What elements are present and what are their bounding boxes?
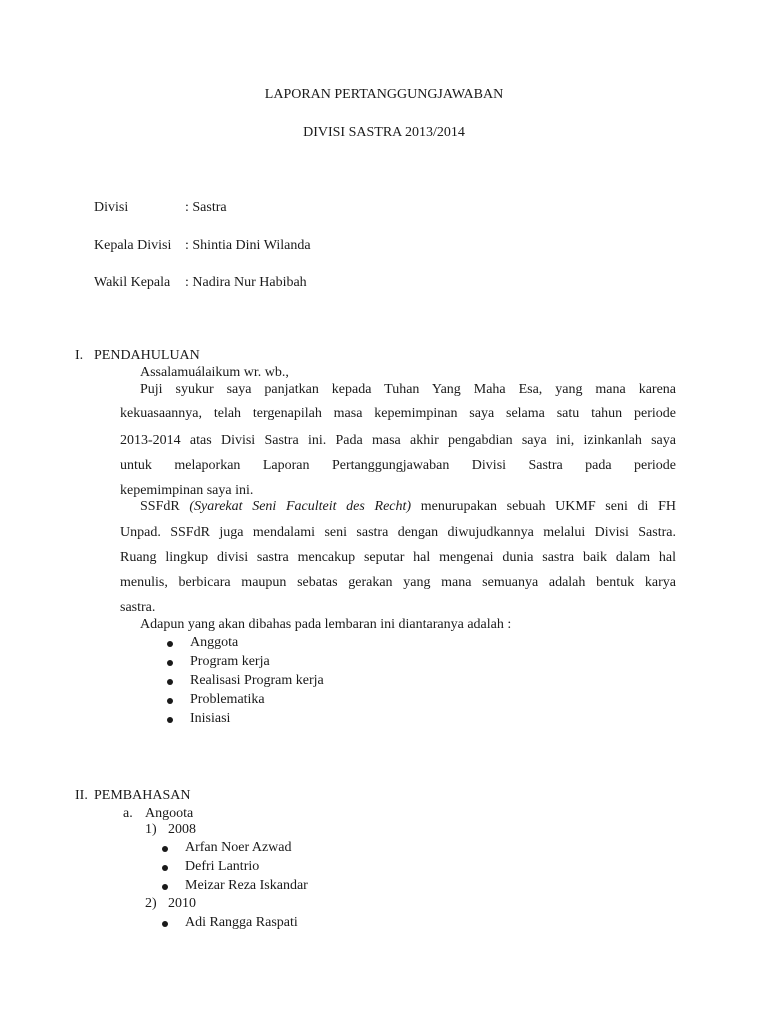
list-item: Realisasi Program kerja <box>190 673 324 688</box>
para3: Adapun yang akan dibahas pada lembaran ini diantaranya adalah : <box>140 617 512 632</box>
para2-line1 <box>140 499 676 515</box>
list-item: Inisiasi <box>190 711 231 726</box>
greeting: Assalamuálaikum wr. wb., <box>140 365 289 380</box>
bullet-dot <box>167 660 173 666</box>
member-item: Adi Rangga Raspati <box>185 915 298 930</box>
para1-line3: 2013-2014 atas Divisi Sastra ini. Pada masa akhir pengabdian saya ini, izinkanlah saya <box>120 433 676 448</box>
bullet-dot <box>162 865 168 871</box>
bullet-dot <box>162 921 168 927</box>
member-item: Arfan Noer Azwad <box>185 840 292 855</box>
member-item: Defri Lantrio <box>185 859 260 874</box>
bullet-dot <box>167 641 173 647</box>
document-title: LAPORAN PERTANGGUNGJAWABAN <box>264 87 504 102</box>
para1-line5: kepemimpinan saya ini. <box>120 483 254 498</box>
info-value-divisi: : Sastra <box>185 200 227 215</box>
section2-number: II. <box>75 788 88 803</box>
group-marker: 2) <box>145 896 157 911</box>
para1-line4: untuk melaporkan Laporan Pertanggungjawaban Divisi Sastra pada periode <box>120 458 676 473</box>
section1-number: I. <box>75 348 84 363</box>
info-label-kepala: Kepala Divisi <box>94 238 172 253</box>
group-year: 2008 <box>168 822 196 837</box>
subsection-a-marker: a. <box>123 806 133 821</box>
para1-line1: Puji syukur saya panjatkan kepada Tuhan Yang Maha Esa, yang mana karena <box>140 382 676 397</box>
bullet-dot <box>162 846 168 852</box>
bullet-dot <box>162 884 168 890</box>
info-value-wakil: : Nadira Nur Habibah <box>185 275 307 290</box>
para2-line5: sastra. <box>120 600 156 615</box>
para2-line2: Unpad. SSFdR juga mendalami seni sastra dengan diwujudkannya melalui Divisi Sastra. <box>120 525 676 540</box>
list-item: Program kerja <box>190 654 270 669</box>
list-item: Anggota <box>190 635 239 650</box>
bullet-dot <box>167 698 173 704</box>
para2-line3: Ruang lingkup divisi sastra mencakup seputar hal mengenai dunia sastra baik dalam hal <box>120 550 676 565</box>
bullet-dot <box>167 679 173 685</box>
group-marker: 1) <box>145 822 157 837</box>
info-label-wakil: Wakil Kepala <box>94 275 171 290</box>
info-label-divisi: Divisi <box>94 200 129 215</box>
member-item: Meizar Reza Iskandar <box>185 878 308 893</box>
para1-line2: kekuasaannya, telah tergenapilah masa kepemimpinan saya selama satu tahun periode <box>120 406 676 421</box>
group-year: 2010 <box>168 896 196 911</box>
list-item: Problematika <box>190 692 265 707</box>
para2-line4: menulis, berbicara maupun sebatas gerakan yang mana semuanya adalah bentuk karya <box>120 575 676 590</box>
para2-start: SSFdR <box>140 499 180 514</box>
subsection-a-label: Angoota <box>145 806 194 821</box>
para2-italic: (Syarekat Seni Faculteit des Recht) <box>189 499 412 514</box>
document-subtitle: DIVISI SASTRA 2013/2014 <box>303 125 465 140</box>
bullet-dot <box>167 717 173 723</box>
section1-heading: PENDAHULUAN <box>94 348 200 363</box>
info-value-kepala: : Shintia Dini Wilanda <box>185 238 311 253</box>
section2-heading: PEMBAHASAN <box>94 788 191 803</box>
para2-rest: menurupakan sebuah UKMF seni di FH <box>420 499 677 514</box>
